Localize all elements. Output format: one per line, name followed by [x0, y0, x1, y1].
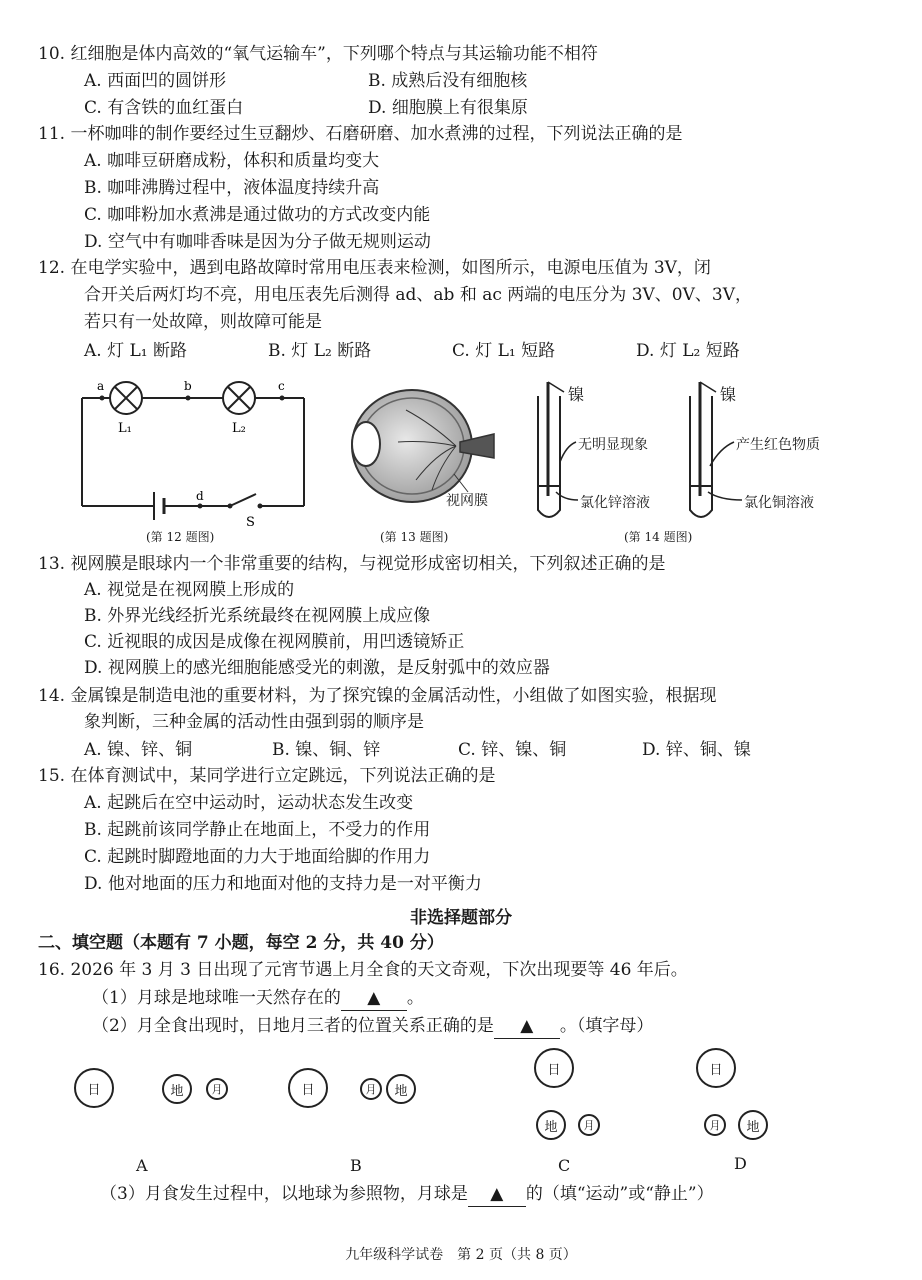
tube2-solution: 氯化铜溶液 [744, 495, 814, 511]
q16-part2 [92, 1014, 653, 1039]
q10-option-c: C. 有含铁的血红蛋白 [84, 98, 244, 118]
q12-stem-line3: 若只有一处故障，则故障可能是 [84, 312, 322, 332]
q16-stem: 16. 2026 年 3 月 3 日出现了元宵节遇上月全食的天文奇观，下次出现要等 46 年后。 [38, 960, 688, 980]
q12-option-a: A. 灯 L₁ 断路 [84, 341, 187, 361]
tube1-observation: 无明显现象 [578, 437, 648, 453]
retina-label: 视网膜 [446, 493, 488, 509]
q16-part2-blank[interactable]: ▲ [494, 1014, 560, 1039]
q16-part3-end: 的（填“运动”或“静止”） [525, 1184, 714, 1204]
tube1-solution: 氯化锌溶液 [580, 495, 650, 511]
lamp-l2-label: L₂ [232, 421, 246, 436]
q16-part1-end: 。 [406, 988, 424, 1008]
option-a-label: A [136, 1156, 148, 1175]
q12-stem-line1: 12. 在电学实验中，遇到电路故障时常用电压表来检测，如图所示，电源电压值为 3V，闭 [38, 258, 711, 278]
part2-title: 二、填空题（本题有 7 小题，每空 2 分，共 40 分） [38, 933, 444, 953]
q11-option-a: A. 咖啡豆研磨成粉，体积和质量均变大 [84, 151, 380, 171]
fig12-caption: (第 12 题图) [146, 530, 215, 544]
q14-option-d: D. 锌、铜、镍 [642, 740, 751, 760]
option-b-sun: 日 [288, 1068, 328, 1108]
option-c-sun: 日 [534, 1048, 574, 1088]
q16-part1 [92, 986, 424, 1011]
q10-option-b: B. 成熟后没有细胞核 [368, 71, 528, 91]
option-c-earth: 地 [536, 1110, 566, 1140]
q11-option-c: C. 咖啡粉加水煮沸是通过做功的方式改变内能 [84, 205, 431, 225]
q14-stem-line1: 14. 金属镍是制造电池的重要材料，为了探究镍的金属活动性，小组做了如图实验，根据现 [38, 686, 717, 706]
q14-option-a: A. 镍、锌、铜 [84, 740, 193, 760]
fig13-caption: (第 13 题图) [380, 530, 449, 544]
q13-option-c: C. 近视眼的成因是成像在视网膜前，用凹透镜矫正 [84, 632, 465, 652]
section-title: 非选择题部分 [410, 908, 512, 928]
option-b-label: B [350, 1156, 362, 1175]
node-c: c [278, 379, 285, 393]
option-d-sun: 日 [696, 1048, 736, 1088]
node-d: d [196, 489, 204, 503]
option-c-label: C [558, 1156, 571, 1175]
option-b-earth: 地 [386, 1074, 416, 1104]
q16-part1-blank[interactable]: ▲ [341, 986, 407, 1011]
q16-part2-text: （2）月全食出现时，日地月三者的位置关系正确的是 [92, 1016, 494, 1036]
q14-stem-line2: 象判断，三种金属的活动性由强到弱的顺序是 [84, 712, 424, 732]
q12-option-b: B. 灯 L₂ 断路 [268, 341, 372, 361]
q15-option-c: C. 起跳时脚蹬地面的力大于地面给脚的作用力 [84, 847, 431, 867]
tube2-metal-label: 镍 [720, 385, 737, 404]
circuit-diagram [70, 378, 320, 538]
option-d-label: D [734, 1154, 747, 1173]
q16-part2-end: 。（填字母） [559, 1016, 654, 1036]
q15-option-d: D. 他对地面的压力和地面对他的支持力是一对平衡力 [84, 874, 482, 894]
q15-option-b: B. 起跳前该同学静止在地面上，不受力的作用 [84, 820, 431, 840]
option-a-earth: 地 [162, 1074, 192, 1104]
tube1-metal-label: 镍 [568, 385, 585, 404]
q12-option-d: D. 灯 L₂ 短路 [636, 341, 740, 361]
q15-stem: 15. 在体育测试中，某同学进行立定跳远，下列说法正确的是 [38, 766, 496, 786]
q13-option-a: A. 视觉是在视网膜上形成的 [84, 580, 295, 600]
q13-option-b: B. 外界光线经折光系统最终在视网膜上成应像 [84, 606, 431, 626]
lamp-l1-label: L₁ [118, 421, 132, 436]
switch-label: S [246, 515, 255, 530]
q10-option-d: D. 细胞膜上有很集原 [368, 98, 528, 118]
q16-part3-blank[interactable]: ▲ [468, 1182, 526, 1207]
q11-option-d: D. 空气中有咖啡香味是因为分子做无规则运动 [84, 232, 431, 252]
q14-option-c: C. 锌、镍、铜 [458, 740, 567, 760]
option-d-earth: 地 [738, 1110, 768, 1140]
q10-option-a: A. 西面凹的圆饼形 [84, 71, 227, 91]
option-b-moon: 月 [360, 1078, 382, 1100]
option-a-sun: 日 [74, 1068, 114, 1108]
option-a-moon: 月 [206, 1078, 228, 1100]
q12-option-c: C. 灯 L₁ 短路 [452, 341, 556, 361]
q16-part3 [100, 1182, 714, 1207]
tube2-observation: 产生红色物质 [736, 437, 820, 453]
q14-option-b: B. 镍、铜、锌 [272, 740, 381, 760]
page-footer: 九年级科学试卷 第 2 页（共 8 页） [345, 1247, 577, 1263]
node-a: a [97, 379, 105, 393]
node-b: b [184, 379, 192, 393]
q11-stem: 11. 一杯咖啡的制作要经过生豆翻炒、石磨研磨、加水煮沸的过程，下列说法正确的是 [38, 124, 683, 144]
fig14-caption: (第 14 题图) [624, 530, 693, 544]
q13-option-d: D. 视网膜上的感光细胞能感受光的刺激，是反射弧中的效应器 [84, 658, 550, 678]
q12-stem-line2: 合开关后两灯均不亮，用电压表先后测得 ad、ab 和 ac 两端的电压分为 3V、0V、3V， [84, 285, 752, 305]
q11-option-b: B. 咖啡沸腾过程中，液体温度持续升高 [84, 178, 380, 198]
q15-option-a: A. 起跳后在空中运动时，运动状态发生改变 [84, 793, 414, 813]
eye-diagram [336, 384, 516, 516]
q10-stem: 10. 红细胞是体内高效的“氧气运输车”，下列哪个特点与其运输功能不相符 [38, 44, 598, 64]
q13-stem: 13. 视网膜是眼球内一个非常重要的结构，与视觉形成密切相关，下列叙述正确的是 [38, 554, 666, 574]
option-d-moon: 月 [704, 1114, 726, 1136]
option-c-moon: 月 [578, 1114, 600, 1136]
q16-part3-text: （3）月食发生过程中，以地球为参照物，月球是 [100, 1184, 468, 1204]
q16-part1-text: （1）月球是地球唯一天然存在的 [92, 988, 341, 1008]
